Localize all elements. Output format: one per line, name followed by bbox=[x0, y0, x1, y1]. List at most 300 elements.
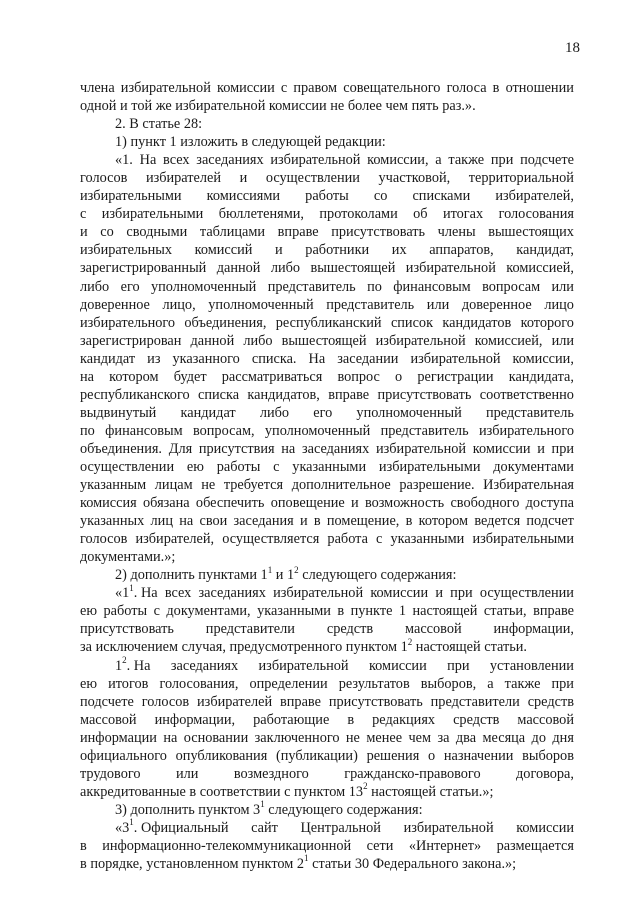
word bbox=[219, 205, 304, 223]
text-line bbox=[80, 205, 574, 223]
word bbox=[196, 151, 263, 169]
word-text: выборов bbox=[522, 747, 574, 764]
word-text: пункте bbox=[350, 603, 393, 620]
word-text: массовой bbox=[517, 711, 574, 728]
word-text: члены bbox=[437, 224, 476, 241]
word bbox=[408, 729, 431, 747]
word bbox=[522, 747, 574, 765]
word bbox=[377, 386, 471, 404]
word bbox=[480, 584, 574, 602]
word bbox=[293, 79, 337, 97]
word-text: официального bbox=[80, 747, 167, 764]
word-text: итогах bbox=[442, 206, 484, 223]
word bbox=[300, 819, 380, 837]
word-text: в bbox=[492, 80, 500, 96]
word bbox=[270, 151, 360, 169]
word-text: избирательной bbox=[375, 332, 466, 349]
word bbox=[517, 711, 574, 729]
word bbox=[147, 350, 160, 368]
text-line bbox=[80, 783, 574, 801]
word bbox=[163, 151, 190, 169]
word-text: избирательной bbox=[403, 819, 494, 836]
word bbox=[80, 548, 175, 566]
word-text: вопрос bbox=[337, 368, 380, 385]
word-text: назначении bbox=[443, 747, 514, 764]
word-text: зарегистрированный bbox=[80, 260, 207, 277]
word-text: а bbox=[487, 675, 494, 692]
word-text: вышестоящих bbox=[488, 224, 574, 241]
word bbox=[121, 278, 140, 296]
word bbox=[278, 223, 319, 241]
word-text: территориальной bbox=[468, 170, 574, 187]
word-text: ею bbox=[80, 675, 98, 692]
word bbox=[80, 620, 174, 638]
word-text: их bbox=[391, 242, 407, 259]
word bbox=[80, 855, 516, 873]
word-text: регистрации bbox=[417, 368, 494, 385]
text-line bbox=[80, 675, 574, 693]
word bbox=[499, 205, 574, 223]
word bbox=[393, 278, 470, 296]
word bbox=[249, 675, 327, 693]
word bbox=[80, 530, 127, 548]
word bbox=[376, 332, 466, 350]
word bbox=[80, 386, 190, 404]
word-text: средств bbox=[453, 711, 500, 728]
word bbox=[260, 404, 289, 422]
word bbox=[102, 205, 204, 223]
word bbox=[305, 241, 369, 259]
word bbox=[181, 404, 236, 422]
word-text: менее bbox=[366, 729, 403, 746]
word-text: документами bbox=[493, 458, 574, 475]
word-text: на bbox=[163, 729, 178, 746]
word bbox=[266, 169, 360, 187]
word-text: всех bbox=[163, 152, 190, 169]
word-text: помещение, bbox=[326, 513, 400, 530]
word bbox=[222, 368, 323, 386]
word-text: Для bbox=[168, 440, 193, 457]
word bbox=[176, 765, 198, 783]
word bbox=[537, 440, 545, 458]
word bbox=[552, 278, 574, 296]
word bbox=[513, 350, 574, 368]
word bbox=[300, 512, 308, 530]
word-text: выборов, bbox=[420, 675, 477, 692]
word-text: соответственно bbox=[479, 386, 574, 403]
word-text: комиссией, bbox=[506, 260, 574, 277]
word-text: о bbox=[428, 747, 436, 764]
word-text: осуществляется bbox=[222, 531, 320, 548]
word-text: избирателей bbox=[145, 170, 222, 187]
word bbox=[494, 620, 574, 638]
word bbox=[271, 259, 300, 277]
text-line bbox=[80, 115, 574, 133]
word-text: указанными bbox=[390, 531, 465, 548]
word bbox=[115, 133, 386, 151]
text-line bbox=[80, 837, 574, 855]
word-text: либо bbox=[243, 332, 273, 349]
word bbox=[292, 476, 391, 494]
word bbox=[374, 187, 388, 205]
word bbox=[391, 530, 465, 548]
word bbox=[80, 169, 127, 187]
word bbox=[105, 422, 182, 440]
word-text: при bbox=[551, 675, 574, 692]
word-text: 1 bbox=[115, 657, 123, 674]
word-text: котором bbox=[418, 513, 469, 530]
word-text: определении bbox=[249, 675, 328, 692]
text-line bbox=[80, 422, 574, 440]
word-text: со bbox=[373, 188, 388, 205]
word bbox=[484, 602, 527, 620]
word bbox=[473, 440, 531, 458]
word-text: или bbox=[551, 332, 574, 349]
word-text: осуществлении bbox=[479, 585, 574, 602]
word-text: редакциях bbox=[372, 711, 436, 728]
word bbox=[532, 729, 546, 747]
document-body bbox=[80, 79, 574, 873]
word bbox=[372, 711, 435, 729]
word-text: информации, bbox=[154, 711, 236, 728]
word bbox=[365, 494, 444, 512]
word-text: об bbox=[413, 206, 428, 223]
word bbox=[453, 711, 499, 729]
word bbox=[413, 602, 478, 620]
word-text: На bbox=[308, 350, 326, 367]
word-text: в bbox=[405, 513, 413, 530]
word-text: 1) пункт 1 изложить в следующей редакции: bbox=[115, 134, 386, 151]
page-number: 18 bbox=[565, 40, 580, 56]
word bbox=[80, 476, 146, 494]
word bbox=[421, 675, 476, 693]
word-text: котором bbox=[109, 368, 159, 385]
word bbox=[115, 584, 158, 602]
word-text: либо bbox=[80, 278, 110, 295]
word-text: которого bbox=[520, 314, 574, 331]
word-text: с bbox=[153, 603, 160, 620]
word-text: лиц bbox=[150, 513, 173, 530]
word bbox=[528, 693, 574, 711]
word-text: заседании bbox=[337, 350, 399, 367]
text-line bbox=[80, 259, 574, 277]
word bbox=[444, 747, 514, 765]
word bbox=[520, 151, 574, 169]
word bbox=[174, 368, 207, 386]
word-text: и bbox=[351, 495, 359, 512]
word bbox=[280, 693, 321, 711]
word bbox=[159, 675, 238, 693]
superscript: 2 bbox=[294, 564, 299, 575]
word bbox=[201, 476, 215, 494]
word bbox=[281, 79, 287, 97]
word bbox=[146, 169, 221, 187]
text-line bbox=[80, 530, 574, 548]
superscript: 1 bbox=[129, 582, 134, 593]
word bbox=[337, 350, 398, 368]
word-text: ею bbox=[80, 603, 98, 620]
word-text: настоящей статьи. bbox=[412, 639, 527, 656]
word bbox=[346, 729, 360, 747]
word bbox=[171, 657, 238, 675]
word-text: голосов bbox=[80, 170, 128, 187]
word bbox=[399, 476, 474, 494]
word bbox=[376, 440, 466, 458]
word-text: комиссии bbox=[370, 585, 429, 602]
word-text: в bbox=[337, 603, 345, 620]
superscript: 2 bbox=[122, 654, 127, 665]
word-text: либо bbox=[259, 404, 290, 421]
word-text: в bbox=[80, 837, 87, 854]
word-text: по bbox=[367, 278, 382, 295]
word bbox=[163, 729, 177, 747]
word-text: присутствовать bbox=[80, 621, 174, 638]
word bbox=[80, 350, 135, 368]
word bbox=[199, 584, 266, 602]
word-text: подсчете bbox=[80, 693, 134, 710]
word bbox=[487, 675, 493, 693]
word bbox=[276, 314, 382, 332]
word bbox=[526, 512, 574, 530]
word bbox=[243, 332, 272, 350]
word bbox=[169, 440, 192, 458]
superscript: 1 bbox=[129, 817, 134, 828]
word-text: бюллетенями, bbox=[218, 206, 305, 223]
word-text: заседаниях bbox=[196, 152, 264, 169]
word-text: на bbox=[179, 513, 194, 530]
word-text: комиссии bbox=[216, 80, 275, 96]
word bbox=[302, 440, 369, 458]
word bbox=[343, 79, 440, 97]
word-text: установлении bbox=[489, 657, 574, 674]
text-line bbox=[80, 494, 574, 512]
text-line bbox=[80, 693, 574, 711]
word-text: указанными bbox=[292, 458, 367, 475]
word bbox=[151, 512, 173, 530]
word bbox=[327, 512, 400, 530]
word-text: указанным bbox=[80, 477, 147, 494]
word bbox=[552, 332, 574, 350]
word bbox=[469, 169, 574, 187]
word-text: опубликования bbox=[175, 747, 268, 764]
word-text: республиканский bbox=[275, 314, 382, 331]
word-text: ведется bbox=[474, 513, 521, 530]
word bbox=[80, 783, 493, 801]
word-text: финансовым bbox=[393, 278, 471, 295]
word bbox=[109, 368, 158, 386]
word bbox=[80, 79, 115, 97]
text-line bbox=[80, 386, 574, 404]
text-line bbox=[80, 548, 574, 566]
word-text: итогов bbox=[108, 675, 149, 692]
word-text: республиканского bbox=[80, 386, 190, 403]
word-text: представители bbox=[430, 693, 520, 710]
word-text: (публикации) bbox=[275, 747, 358, 764]
word bbox=[199, 512, 227, 530]
word bbox=[140, 151, 157, 169]
word-text: выдвинутый bbox=[80, 404, 157, 421]
word bbox=[493, 79, 500, 97]
word bbox=[313, 404, 332, 422]
word-text: заседаниях bbox=[170, 657, 239, 674]
word bbox=[80, 259, 206, 277]
word bbox=[234, 765, 309, 783]
word bbox=[179, 512, 193, 530]
word bbox=[80, 747, 167, 765]
text-line bbox=[80, 440, 574, 458]
word bbox=[376, 530, 382, 548]
word bbox=[381, 422, 469, 440]
word bbox=[429, 241, 493, 259]
word-text: работники bbox=[305, 242, 370, 259]
word bbox=[505, 675, 541, 693]
word-text: настоящей статьи.»; bbox=[367, 783, 494, 800]
word-text: представители bbox=[205, 621, 295, 638]
word bbox=[497, 837, 574, 855]
word-text: или bbox=[426, 296, 450, 313]
word-text: и bbox=[80, 224, 88, 241]
text-line bbox=[80, 133, 574, 151]
word bbox=[208, 296, 313, 314]
word-text: с bbox=[273, 458, 280, 475]
word-text: голосования bbox=[498, 206, 574, 223]
word bbox=[80, 241, 172, 259]
word-text: списка bbox=[197, 386, 240, 403]
text-line bbox=[80, 241, 574, 259]
word bbox=[80, 296, 150, 314]
word-text: избирательной bbox=[270, 152, 361, 169]
word bbox=[163, 296, 196, 314]
word-text: избирательной bbox=[405, 260, 496, 277]
word bbox=[252, 350, 297, 368]
word-text: массовой bbox=[405, 621, 462, 638]
text-line bbox=[80, 151, 574, 169]
word-text: информации bbox=[80, 729, 157, 746]
word bbox=[319, 205, 397, 223]
word bbox=[271, 494, 345, 512]
word-text: кандидат bbox=[80, 350, 136, 367]
text-line bbox=[80, 476, 574, 494]
word-text: списка. bbox=[251, 350, 297, 367]
word-text: «Интернет» bbox=[408, 837, 482, 854]
word-text: массовой bbox=[80, 711, 137, 728]
word bbox=[462, 296, 532, 314]
word bbox=[80, 602, 97, 620]
word bbox=[80, 187, 182, 205]
word-text: гражданско-правового bbox=[344, 765, 481, 782]
word bbox=[80, 314, 175, 332]
word bbox=[367, 151, 428, 169]
word-text: рассматриваться bbox=[221, 368, 323, 385]
word bbox=[506, 79, 574, 97]
word bbox=[184, 729, 249, 747]
word-text: указанными bbox=[257, 603, 331, 620]
word-text: возможность bbox=[364, 495, 445, 512]
word-text: настоящей bbox=[412, 603, 478, 620]
word bbox=[80, 729, 157, 747]
word bbox=[80, 837, 87, 855]
word-text: избирателей, bbox=[135, 531, 215, 548]
word bbox=[196, 494, 265, 512]
word bbox=[80, 223, 88, 241]
word bbox=[516, 241, 574, 259]
word-text: представитель bbox=[326, 296, 415, 313]
word bbox=[100, 223, 114, 241]
word bbox=[490, 657, 574, 675]
word bbox=[488, 223, 574, 241]
word bbox=[198, 386, 239, 404]
word-text: свои bbox=[199, 513, 228, 530]
word bbox=[154, 602, 160, 620]
superscript: 1 bbox=[304, 853, 309, 864]
word bbox=[479, 422, 574, 440]
word bbox=[509, 368, 574, 386]
word-text: с bbox=[80, 206, 87, 223]
word-text: уполномоченный bbox=[264, 422, 371, 439]
text-line bbox=[80, 350, 574, 368]
text-line bbox=[80, 332, 574, 350]
word-text: Центральной bbox=[300, 819, 381, 836]
word-text: и bbox=[537, 440, 545, 457]
word bbox=[435, 151, 441, 169]
text-line bbox=[80, 654, 574, 675]
word bbox=[80, 278, 109, 296]
word-text: финансовым bbox=[105, 422, 183, 439]
word-text: возмездного bbox=[233, 765, 309, 782]
word bbox=[483, 476, 574, 494]
word-text: вопросам, bbox=[192, 422, 255, 439]
word-text: 2) дополнить пунктами 1 bbox=[115, 567, 268, 584]
word bbox=[351, 602, 393, 620]
word-text: средств bbox=[326, 621, 374, 638]
word bbox=[395, 368, 402, 386]
word-text: списками bbox=[412, 188, 471, 205]
word-text: работы bbox=[103, 603, 148, 620]
word bbox=[135, 530, 214, 548]
word-text: его bbox=[313, 404, 333, 421]
word bbox=[443, 205, 483, 223]
word-text: с bbox=[376, 531, 383, 548]
word-text: при bbox=[551, 440, 574, 457]
word-text: работающие bbox=[253, 711, 330, 728]
word-text: отношении bbox=[505, 80, 574, 96]
word bbox=[526, 494, 574, 512]
word bbox=[551, 675, 573, 693]
text-line bbox=[80, 566, 574, 584]
word-text: также bbox=[504, 675, 541, 692]
word-text: Избирательная bbox=[483, 477, 574, 494]
text-line bbox=[80, 584, 574, 602]
word bbox=[329, 693, 423, 711]
word bbox=[431, 693, 520, 711]
word bbox=[165, 584, 192, 602]
word-text: доверенное bbox=[461, 296, 532, 313]
text-line bbox=[80, 223, 574, 241]
word-text: дополнительное bbox=[291, 477, 391, 494]
word bbox=[305, 187, 349, 205]
word-text: вправе bbox=[328, 386, 370, 403]
word-text: вопросам bbox=[482, 278, 541, 295]
word bbox=[356, 404, 461, 422]
word bbox=[166, 602, 250, 620]
word bbox=[412, 187, 470, 205]
word bbox=[253, 711, 329, 729]
text-line bbox=[80, 620, 574, 638]
word bbox=[222, 530, 319, 548]
word-text: размещается bbox=[496, 837, 574, 854]
word-text: голосов bbox=[141, 693, 190, 710]
word-text: комиссией, bbox=[474, 332, 543, 349]
